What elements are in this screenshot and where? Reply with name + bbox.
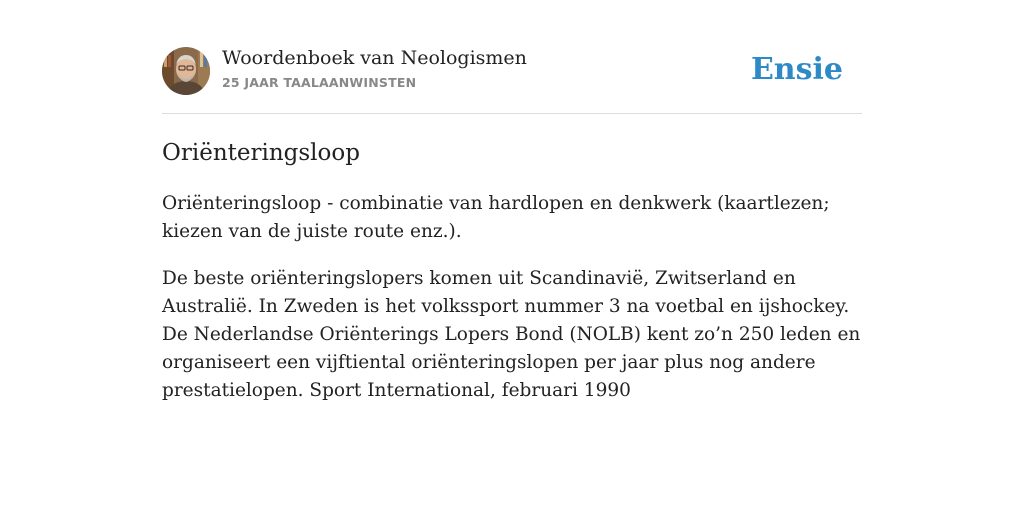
definition-paragraph: Oriënteringsloop - combinatie van hardlopen en denkwerk (kaartlezen; kiezen van de juiste route enz.). [162, 193, 830, 242]
quote-paragraph: De beste oriënteringslopers komen uit Scandinavië, Zwitserland en Australië. In Zweden is het volkssport nummer 3 na voetbal en ijshockey. De Nederlandse Oriënterings Lopers Bond (NOLB) kent zo’n 250 leden en organiseert een vijftiental oriënteringslopen per jaar plus nog andere prestatielopen. Sport International, februari 1990 [162, 268, 861, 401]
author-block [222, 46, 527, 91]
author-name[interactable]: Woordenboek van Neologismen [222, 47, 527, 69]
author-subtitle: 25 JAAR TAALAANWINSTEN [222, 75, 417, 90]
entry-card [162, 46, 862, 405]
entry-title: Oriënteringsloop [162, 140, 360, 166]
author-avatar[interactable] [162, 47, 210, 95]
entry-header [162, 46, 862, 114]
brand-logo[interactable]: Ensie [750, 52, 843, 87]
person-avatar-icon [162, 47, 210, 95]
